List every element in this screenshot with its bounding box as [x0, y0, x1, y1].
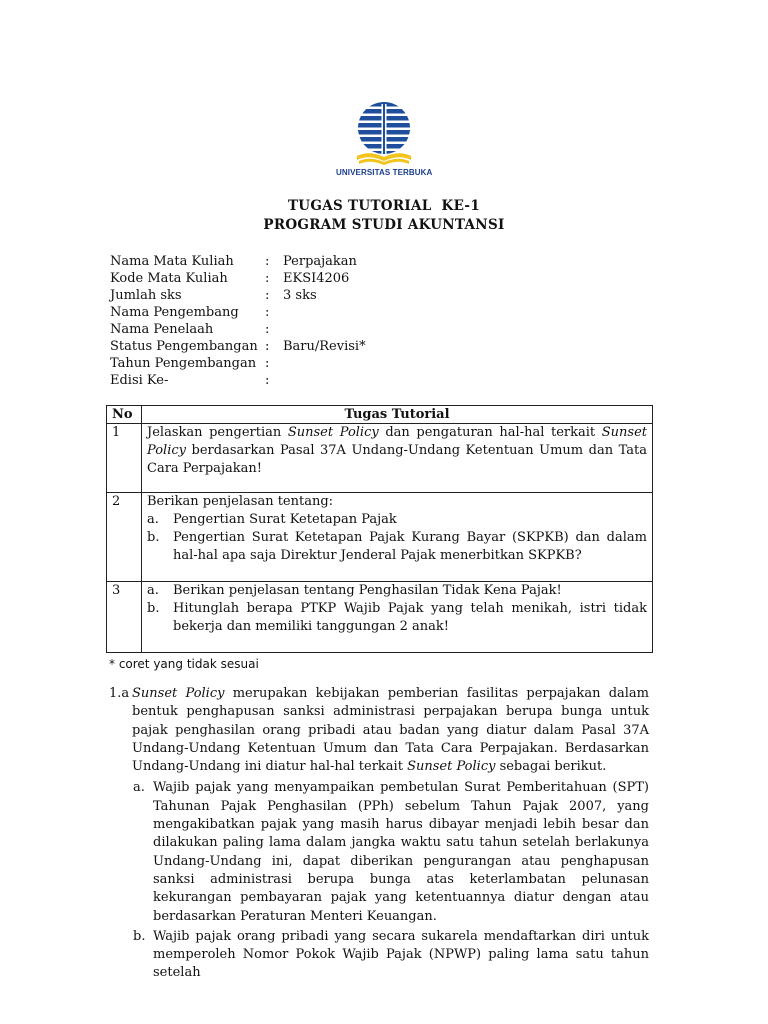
footnote: * coret yang tidak sesuai — [109, 657, 259, 671]
subitem-text: Pengertian Surat Ketetapan Pajak Kurang Bayar (SKPKB) dan dalam hal-hal apa saja Direktur Jenderal Pajak menerbitkan SKPKB? — [173, 530, 647, 563]
subitem-text: Berikan penjelasan tentang Penghasilan Tidak Kena Pajak! — [173, 583, 562, 598]
list-marker: a. — [133, 780, 145, 796]
table-row — [107, 582, 653, 653]
answer-text-part: merupakan kebijakan pemberian fasilitas perpajakan dalam bentuk penghapusan sanksi administrasi perpajakan berupa bunga untuk pajak penghasilan orang pribadi atau badan yang diatur dalam Pasal 37A Undang-Undang Ketentuan Umum dan Tata Cara Perpajakan. Berdasarkan Undang-Undang ini diatur hal-hal terkait — [132, 686, 650, 775]
answer-paragraph — [109, 685, 649, 776]
info-row-course-name — [110, 253, 630, 270]
course-info — [110, 253, 630, 389]
info-colon: : — [265, 271, 270, 286]
info-colon: : — [265, 322, 270, 337]
task-subitem — [147, 582, 647, 600]
info-row-developer — [110, 304, 630, 321]
info-row-status — [110, 338, 630, 355]
task-text — [142, 493, 653, 582]
task-subitem — [147, 529, 647, 565]
column-header-task: Tugas Tutorial — [142, 406, 653, 424]
info-row-reviewer — [110, 321, 630, 338]
list-marker: b. — [133, 928, 146, 944]
info-value: 3 sks — [283, 288, 317, 303]
info-label: Kode Mata Kuliah — [110, 271, 228, 286]
column-header-no: No — [107, 406, 142, 424]
task-subitem — [147, 511, 647, 529]
answer-emphasis: Sunset Policy — [407, 759, 496, 775]
list-item-text: Wajib pajak orang pribadi yang secara sukarela mendaftarkan diri untuk memperoleh Nomor Pokok Wajib Pajak (NPWP) paling lama satu tahun setelah — [153, 928, 649, 981]
info-value: EKSI4206 — [283, 271, 350, 286]
info-colon: : — [265, 254, 270, 269]
subitem-marker: b. — [147, 601, 160, 616]
table-row — [107, 424, 653, 493]
task-number: 2 — [107, 493, 142, 582]
subitem-text: Pengertian Surat Ketetapan Pajak — [173, 512, 397, 527]
task-number: 3 — [107, 582, 142, 653]
info-label: Status Pengembangan — [110, 339, 258, 354]
info-value: Perpajakan — [283, 254, 357, 269]
info-label: Nama Pengembang — [110, 305, 239, 320]
task-subitem — [147, 600, 647, 636]
answer-text — [132, 685, 649, 776]
info-label: Nama Mata Kuliah — [110, 254, 234, 269]
university-emblem-icon — [349, 100, 419, 168]
program-title: PROGRAM STUDI AKUNTANSI — [263, 217, 505, 233]
table-header-row — [107, 406, 653, 424]
task-text — [142, 582, 653, 653]
task-text-emphasis: Sunset Policy — [147, 425, 648, 458]
answer-text-part: sebagai berikut. — [495, 759, 607, 775]
subitem-text: Hitunglah berapa PTKP Wajib Pajak yang telah menikah, istri tidak bekerja dan memiliki tanggungan 2 anak! — [173, 601, 647, 634]
answer-section — [109, 685, 649, 985]
answer-list-item — [133, 779, 649, 925]
info-colon: : — [265, 356, 270, 371]
info-row-edition — [110, 372, 630, 389]
task-text — [142, 424, 653, 493]
info-label: Edisi Ke- — [110, 373, 169, 388]
subitem-marker: a. — [147, 583, 159, 598]
subitem-marker: a. — [147, 512, 159, 527]
info-colon: : — [265, 373, 270, 388]
task-intro: Berikan penjelasan tentang: — [147, 494, 334, 509]
info-label: Tahun Pengembangan — [110, 356, 257, 371]
task-number: 1 — [107, 424, 142, 493]
document-title: TUGAS TUTORIAL KE-1 — [287, 198, 481, 214]
logo-text: UNIVERSITAS TERBUKA — [336, 168, 433, 177]
answer-number: 1.a — [109, 686, 130, 701]
info-row-credits — [110, 287, 630, 304]
subitem-marker: b. — [147, 530, 160, 545]
answer-emphasis: Sunset Policy — [132, 686, 225, 701]
info-label: Nama Penelaah — [110, 322, 214, 337]
table-row — [107, 493, 653, 582]
task-text-part: Jelaskan pengertian — [147, 425, 288, 440]
info-colon: : — [265, 288, 270, 303]
tasks-table — [106, 405, 653, 653]
task-text-part: berdasarkan Pasal 37A Undang-Undang Ketentuan Umum dan Tata Cara Perpajakan! — [147, 443, 647, 476]
answer-list — [133, 779, 649, 982]
info-label: Jumlah sks — [110, 288, 182, 303]
task-text-part: dan pengaturan hal-hal terkait — [378, 425, 602, 440]
info-value: Baru/Revisi* — [283, 339, 366, 354]
info-row-year — [110, 355, 630, 372]
list-item-text: Wajib pajak yang menyampaikan pembetulan Surat Pemberitahuan (SPT) Tahunan Pajak Penghasilan (PPh) sebelum Tahun Pajak 2007, yang mengakibatkan pajak yang masih harus dibayar menjadi lebih besar dan dilakukan paling lama dalam jangka waktu satu tahun setelah berlakunya Undang-Undang ini, dapat diberikan pengurangan atau penghapusan sanksi administrasi berupa bunga atas keterlambatan pelunasan kekurangan pembayaran pajak yang ketentuannya diatur dengan atau berdasarkan Peraturan Menteri Keuangan. — [153, 780, 649, 924]
university-logo — [336, 100, 432, 182]
info-row-course-code — [110, 270, 630, 287]
info-colon: : — [265, 339, 270, 354]
task-text-emphasis: Sunset Policy — [287, 425, 379, 440]
answer-list-item — [133, 928, 649, 983]
info-colon: : — [265, 305, 270, 320]
